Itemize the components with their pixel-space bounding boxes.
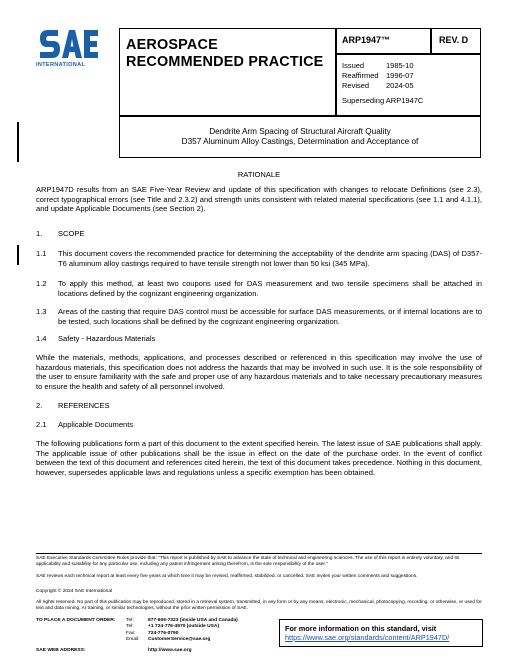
footer-review-notice: SAE reviews each technical report at least every five years at which time it may be revised, reaffirmed, stabilized, or cancelled. SAE invites your written comments and suggestions. — [36, 574, 418, 579]
order-email-value[interactable]: CustomerService@sae.org — [148, 637, 211, 643]
footer-divider — [36, 553, 482, 554]
revised-row — [342, 81, 475, 91]
order-tel-1-value[interactable]: 877-606-7323 (inside USA and Canada) — [148, 618, 238, 623]
section-1-2-number: 1.2 — [36, 279, 47, 288]
applicable-documents-text: The following publications form a part of this document to the extent specified herein. The latest issue of SAE publications shall apply. The applicable issue of other publications shall be the issue in effect on the date of the purchase order. In the event of conflict between the text of this document and references cited herein, the text of this document takes precedence. Nothing in this document, however, supersedes applicable laws and regulations unless a specific exemption has been obtained. — [36, 439, 482, 477]
logo-caption: INTERNATIONAL — [36, 62, 86, 68]
order-info — [36, 618, 276, 658]
section-2-title: REFERENCES — [58, 401, 110, 410]
section-1-title: SCOPE — [58, 229, 85, 238]
more-info-box — [279, 619, 483, 647]
issued-value: 1985-10 — [386, 61, 414, 70]
web-address-link[interactable]: http://www.sae.org — [148, 648, 192, 653]
section-1-4-number: 1.4 — [36, 334, 47, 343]
section-1-2-text: To apply this method, at least two coupons used for DAS measurement and two tensile specimens shall be attached in locations defined by the cognizant engineering organization. — [58, 279, 482, 298]
document-type-line-2: RECOMMENDED PRACTICE — [126, 54, 324, 70]
document-dates-box — [336, 54, 481, 116]
section-1-1-number: 1.1 — [36, 249, 47, 258]
document-title-line-2: D357 Aluminum Alloy Castings, Determination and Acceptance of — [181, 137, 419, 146]
order-fax-value: 724-776-0790 — [148, 630, 179, 636]
footer-rights-notice: All rights reserved. No part of this publication may be reproduced, stored in a retrieval system, transmitted, in any form or by any means, electronic, mechanical, photocopying, recording, or otherwise, or used for text and data mining, AI training, or similar technologies, without the prior written permission of SAE. — [36, 600, 482, 611]
reaffirmed-row — [342, 71, 475, 81]
section-1-1-text: This document covers the recommended practice for determining the acceptability of the dendrite arm spacing (DAS) of D357-T6 aluminum alloy castings required to have tensile strength not lower than 50 ksi (345 MPa). — [58, 249, 482, 268]
order-tel-2-label: Tel: — [126, 624, 134, 630]
section-2-1-title: Applicable Documents — [58, 420, 134, 429]
more-info-text: For more information on this standard, visit — [285, 624, 437, 633]
order-email-label: Email: — [126, 637, 140, 643]
change-bar-title — [17, 122, 19, 162]
order-tel-1-label: Tel: — [126, 618, 134, 623]
rationale-text: ARP1947D results from an SAE Five-Year Review and update of this specification with changes to relocate Definitions (see 2.3), correct typographical errors (see Title and 2.3.2) and strength units consistent with related material specifications (see 1.1 and 4.1.1), and update Applicable Documents (see Section 2). — [36, 185, 482, 214]
issued-row — [342, 61, 475, 71]
issued-label: Issued — [342, 61, 365, 70]
section-1-number: 1. — [36, 229, 43, 238]
standard-url-link[interactable]: https://www.sae.org/standards/content/ARP1947D/ — [285, 633, 450, 642]
document-type-box — [119, 28, 336, 116]
section-1-3-text: Areas of the casting that require DAS control must be accessible for surface DAS measurements, or if internal locations are to be tested, such locations shall be defined by the cognizant engineering organization. — [58, 307, 482, 326]
revision-label: REV. D — [431, 28, 481, 54]
section-2-number: 2. — [36, 401, 43, 410]
document-title-box — [119, 116, 481, 158]
revised-value: 2024-05 — [386, 81, 414, 90]
section-1-4-title: Safety - Hazardous Materials — [58, 334, 156, 343]
change-bar-section-1-1 — [17, 245, 19, 265]
footer-rules-notice: SAE Executive Standards Committee Rules provide that: “This report is published by SAE to advance the state of technical and engineering sciences. The use of this report is entirely voluntary, and its applicability and suitability for any particular use, including any patent infringement arising therefrom, is the sole responsibility of the user.” — [36, 556, 460, 567]
document-title-line-1: Dendrite Arm Spacing of Structural Aircraft Quality — [209, 127, 391, 136]
document-number: ARP1947™ — [336, 28, 431, 54]
safety-text: While the materials, methods, applications, and processes described or referenced in this specification may involve the use of hazardous materials, this specification does not address the hazards that may be involved in such use. It is the sole responsibility of the user to ensure familiarity with the safe and proper use of any hazardous materials and to take necessary precautionary measures to ensure the health and safety of all personnel involved. — [36, 353, 482, 391]
rationale-heading: RATIONALE — [237, 170, 281, 179]
section-2-1-number: 2.1 — [36, 420, 47, 429]
footer-copyright: Copyright © 2024 SAE International — [36, 589, 113, 594]
reaffirmed-label: Reaffirmed — [342, 71, 379, 80]
order-fax-label: Fax: — [126, 630, 136, 636]
order-label: TO PLACE A DOCUMENT ORDER: — [36, 618, 116, 623]
web-address-label: SAE WEB ADDRESS: — [36, 648, 86, 653]
section-1-3-number: 1.3 — [36, 307, 47, 316]
document-type-line-1: AEROSPACE — [126, 37, 218, 53]
revised-label: Revised — [342, 81, 370, 90]
order-tel-2-value[interactable]: +1 724-776-4970 (outside USA) — [148, 624, 220, 630]
reaffirmed-value: 1996-07 — [386, 71, 414, 80]
superseding-note: Superseding ARP1947C — [342, 96, 424, 105]
